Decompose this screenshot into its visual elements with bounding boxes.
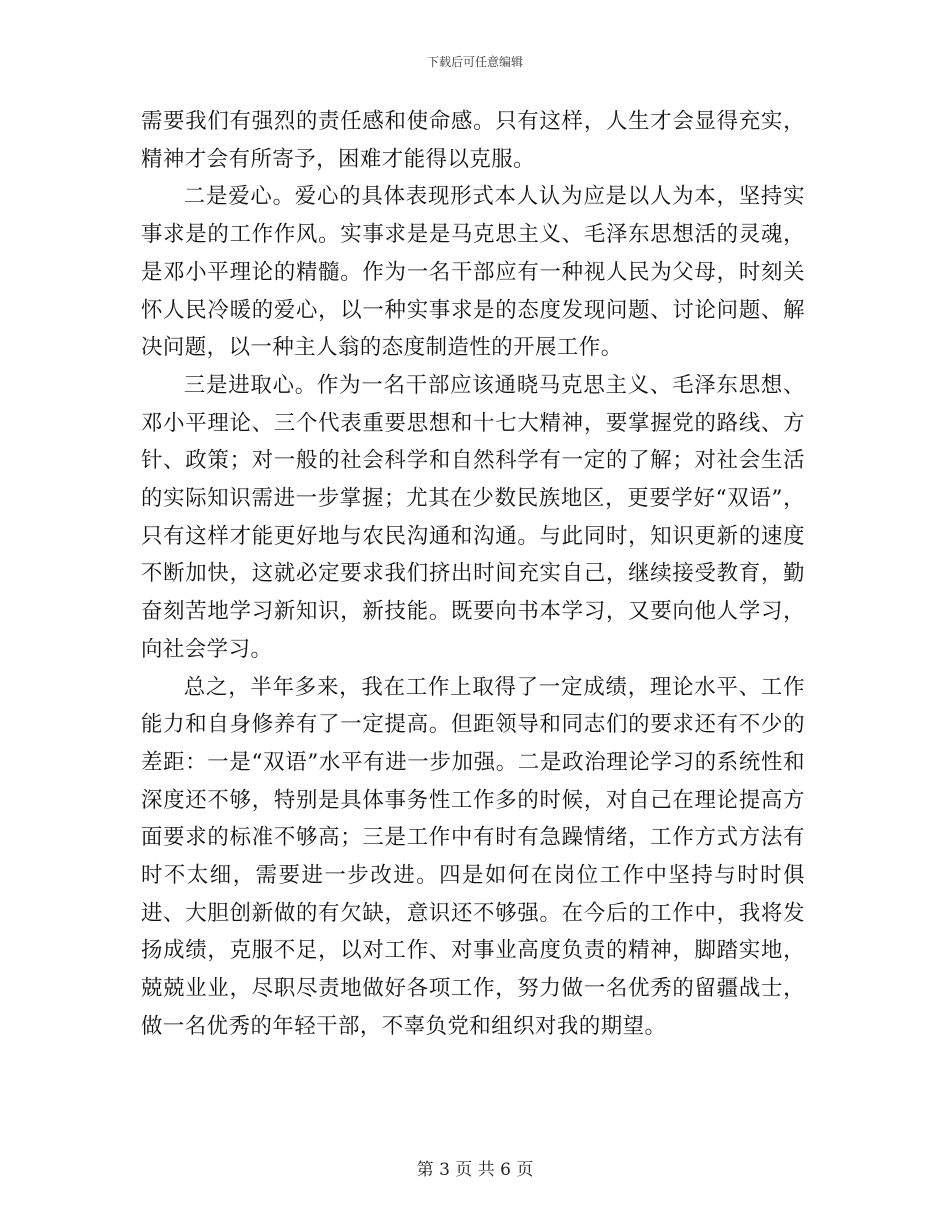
paragraph-summary: 总之，半年多来，我在工作上取得了一定成绩，理论水平、工作能力和自身修养有了一定提高。但距领导和同志们的要求还有不少的差距：一是“双语”水平有进一步加强。二是政治理论学习的系统性和深度还不够，特别是具体事务性工作多的时候，对自己在理论提高方面要求的标准不够高；三是工作中有时有急躁情绪，工作方式方法有时不太细，需要进一步改进。四是如何在岗位工作中坚持与时时俱进、大胆创新做的有欠缺，意识还不够强。在今后的工作中，我将发扬成绩，克服不足，以对工作、对事业高度负责的精神，脚踏实地，兢兢业业，尽职尽责地做好各项工作，努力做一名优秀的留疆战士，做一名优秀的年轻干部，不辜负党和组织对我的期望。 — [141, 674, 805, 1039]
document-body — [141, 103, 805, 1046]
paragraph-love: 二是爱心。爱心的具体表现形式本人认为应是以人为本，坚持实事求是的工作作风。实事求是是马克思主义、毛泽东思想活的灵魂，是邓小平理论的精髓。作为一名干部应有一种视人民为父母，时刻关怀人民冷暖的爱心，以一种实事求是的态度发现问题、讨论问题、解决问题，以一种主人翁的态度制造性的开展工作。 — [141, 184, 805, 361]
paragraph-continuation: 需要我们有强烈的责任感和使命感。只有这样，人生才会显得充实，精神才会有所寄予，困难才能得以克服。 — [141, 109, 805, 172]
paragraph-enterprise: 三是进取心。作为一名干部应该通晓马克思主义、毛泽东思想、邓小平理论、三个代表重要思想和十七大精神，要掌握党的路线、方针、政策；对一般的社会科学和自然科学有一定的了解；对社会生活的实际知识需进一步掌握；尤其在少数民族地区，更要学好“双语”，只有这样才能更好地与农民沟通和沟通。与此同时，知识更新的速度不断加快，这就必定要求我们挤出时间充实自己，继续接受教育，勤奋刻苦地学习新知识，新技能。既要向书本学习，又要向他人学习，向社会学习。 — [141, 372, 805, 662]
page-header: 下载后可任意编辑 — [426, 55, 523, 69]
page-number: 第 3 页 共 6 页 — [416, 1160, 534, 1180]
